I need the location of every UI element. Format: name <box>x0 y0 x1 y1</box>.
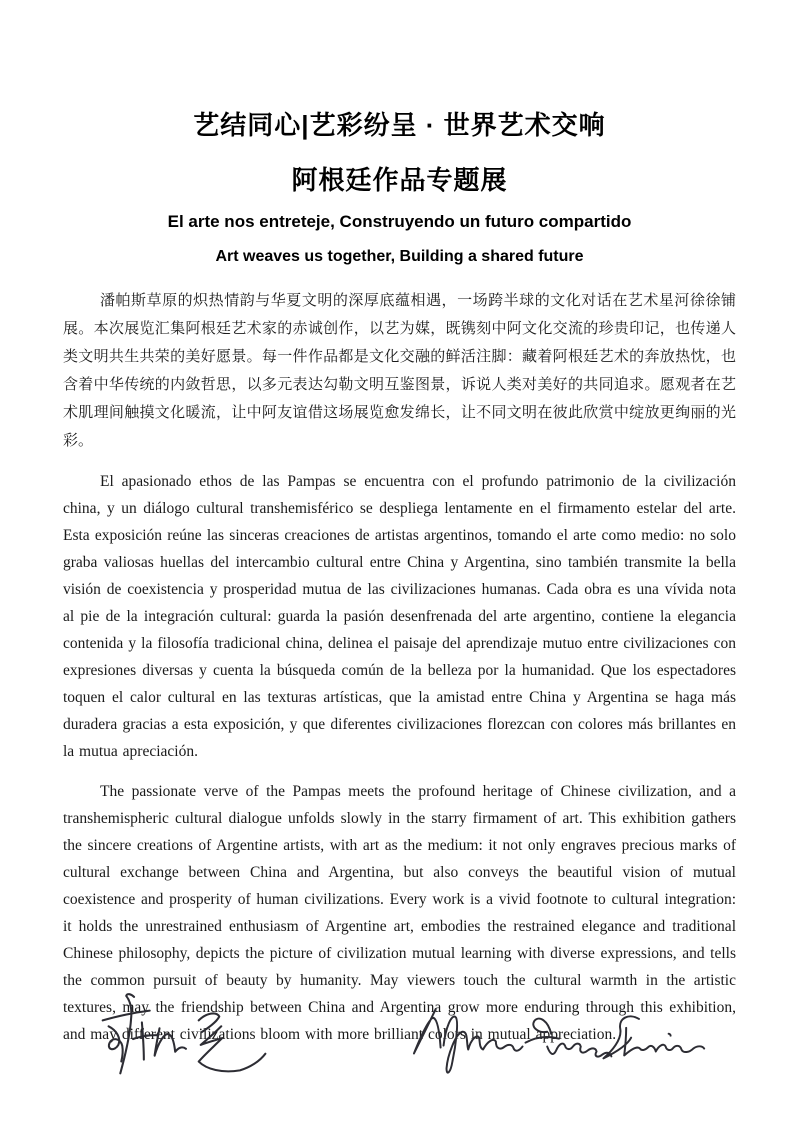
signature-right-ink <box>410 1004 716 1098</box>
document-header <box>0 0 799 266</box>
paragraph-chinese: 潘帕斯草原的炽热情韵与华夏文明的深厚底蕴相遇，一场跨半球的文化对话在艺术星河徐徐铺展。本次展览汇集阿根廷艺术家的赤诚创作，以艺为媒，既镌刻中阿文化交流的珍贵印记，也传递人类文明共生共荣的美好愿景。每一件作品都是文化交融的鲜活注脚：藏着阿根廷艺术的奔放热忱，也含着中华传统的内敛哲思，以多元表达勾勒文明互鉴图景，诉说人类对美好的共同追求。愿观者在艺术肌理间触摸文化暖流，让中阿友谊借这场展览愈发绵长，让不同文明在彼此欣赏中绽放更绚丽的光彩。 <box>63 293 736 449</box>
paragraph-spanish: El apasionado ethos de las Pampas se encuentra con el profundo patrimonio de la civilización china, y un diálogo cultural transhemisférico se despliega lentamente en el firmamento estelar del arte. Esta exposición reúne las sinceras creaciones de artistas argentinos, tomando el arte como medio: no solo graba valiosas huellas del intercambio cultural entre China y Argentina, sino también transmite la bella visión de coexistencia y prosperidad mutua de las civilizaciones humanas. Cada obra es una vívida nota al pie de la integración cultural: guarda la pasión desenfrenada del arte argentino, contiene la elegancia contenida y la filosofía tradicional china, delinea el paisaje del aprendizaje mutuo entre civilizaciones con expresiones diversas y cuenta la búsqueda común de la belleza por la humanidad. Que los espectadores toquen el calor cultural en las texturas artísticas, que la amistad entre China y Argentina se haga más duradera gracias a esta exposición, y que diferentes civilizaciones florezcan con colores más brillantes en la mutua apreciación. <box>63 473 736 760</box>
document-body <box>63 287 736 1048</box>
subtitle-spanish: El arte nos entreteje, Construyendo un futuro compartido <box>167 212 632 231</box>
paragraph-english: The passionate verve of the Pampas meets the profound heritage of Chinese civilization, and a transhemispheric cultural dialogue unfolds slowly in the starry firmament of art. This exhibition gathers the sincere creations of Argentine artists, with art as the medium: it not only engraves precious marks of cultural exchange between China and Argentina, but also conveys the beautiful vision of mutual coexistence and prosperity of human civilizations. Every work is a vivid footnote to cultural integration: it holds the unrestrained enthusiasm of Argentine art, embodies the restrained elegance and traditional Chinese philosophy, depicts the picture of civilization mutual learning with diverse expressions, and tells the common pursuit of beauty by humanity. May viewers touch the cultural warmth in the artistic textures, may the friendship between China and Argentina grow more enduring through this exhibition, and may different civilizations bloom with more brilliant colors in mutual appreciation. <box>63 783 736 1043</box>
signature-left-chinese <box>96 991 274 1089</box>
signature-left-ink <box>96 991 274 1089</box>
title-chinese-line1: 艺结同心|艺彩纷呈 · 世界艺术交响 <box>193 110 606 140</box>
subtitle-english: Art weaves us together, Building a shared future <box>215 248 584 265</box>
signature-right-latin <box>410 1004 716 1098</box>
title-chinese-line2: 阿根廷作品专题展 <box>291 165 508 195</box>
